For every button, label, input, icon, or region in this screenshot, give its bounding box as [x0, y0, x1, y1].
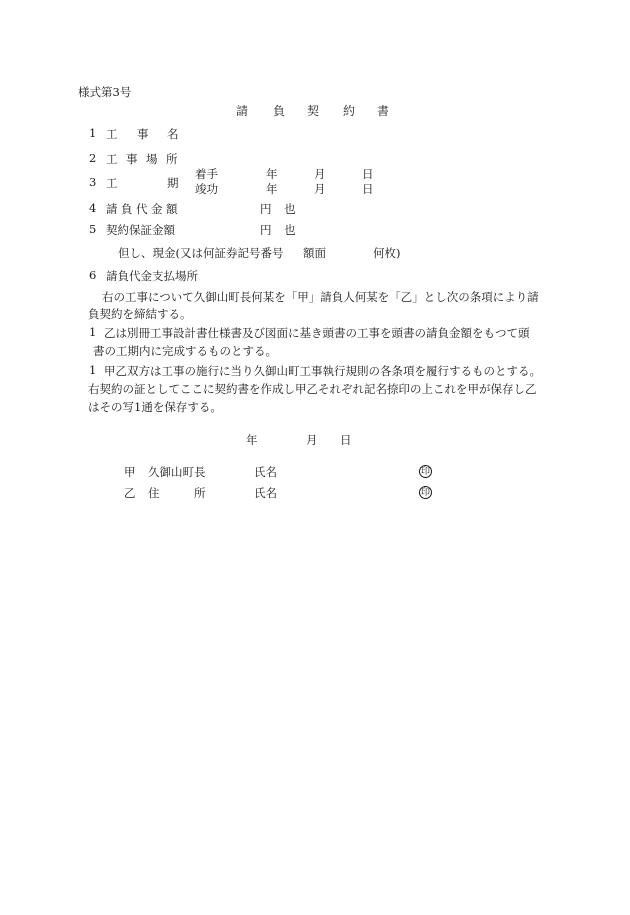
- item-label-char: 所: [166, 152, 178, 166]
- proviso-face-value: 額面: [303, 246, 326, 260]
- seal-icon: 印: [420, 488, 430, 498]
- start-year: 年: [266, 167, 278, 181]
- item-label-char: 事: [137, 127, 149, 141]
- party-title: 久御山町長: [148, 465, 206, 479]
- item-label-char: 請: [106, 202, 118, 216]
- clause-number: 1: [89, 325, 97, 339]
- start-label: 着手: [195, 167, 218, 181]
- clause-line: 書の工期内に完成するものとする。: [93, 344, 277, 358]
- yen-unit: 円: [260, 202, 272, 216]
- party-role: 甲: [124, 465, 136, 479]
- item-label-char: 名: [167, 127, 179, 141]
- title-char: 負: [273, 104, 286, 118]
- item-label-char: 負: [121, 202, 133, 216]
- clause-line: 甲乙双方は工事の施行に当り久御山町工事執行規則の各条項を履行するものとする。: [104, 364, 541, 378]
- title-char: 書: [377, 104, 390, 118]
- item-label-char: 額: [166, 202, 178, 216]
- clause-number: 1: [89, 363, 97, 377]
- title-char: 請: [236, 104, 249, 118]
- body-paragraph-line: 右の工事について久御山町長何某を「甲」請負人何某を「乙」とし次の条項により請: [102, 290, 539, 304]
- proviso-count: 何枚): [373, 246, 401, 260]
- item-number: 2: [89, 151, 97, 165]
- yen-unit: 円: [260, 223, 272, 237]
- title-char: 約: [343, 104, 356, 118]
- item-label-char: 工: [106, 152, 118, 166]
- name-label: 氏名: [254, 465, 277, 479]
- date-month: 月: [306, 433, 318, 447]
- item-label-char: 期: [167, 176, 179, 190]
- item-label-char: 代: [136, 202, 148, 216]
- item-number: 5: [89, 222, 97, 236]
- closing-line: はその写1通を保存する。: [88, 400, 222, 414]
- nari-suffix: 也: [284, 202, 296, 216]
- start-day: 日: [362, 167, 374, 181]
- proviso-text: 但し、現金(又は何証券記号番号: [118, 246, 284, 260]
- closing-line: 右契約の証としてここに契約書を作成し甲乙それぞれ記名捺印の上これを甲が保存し乙: [88, 382, 537, 396]
- item-label-char: 金: [151, 202, 163, 216]
- form-number: 様式第3号: [78, 85, 132, 99]
- seal-icon: 印: [420, 467, 430, 477]
- party-role: 乙: [124, 486, 136, 500]
- clause-line: 乙は別冊工事設計書仕様書及び図面に基き頭書の工事を頭書の請負金額をもつて頭: [104, 326, 530, 340]
- item-label: 契約保証金額: [106, 223, 175, 237]
- item-number: 1: [89, 126, 97, 140]
- date-day: 日: [340, 433, 352, 447]
- date-year: 年: [246, 433, 258, 447]
- item-label-char: 場: [146, 152, 158, 166]
- name-label: 氏名: [254, 486, 277, 500]
- finish-month: 月: [314, 182, 326, 196]
- item-label-char: 工: [106, 176, 118, 190]
- finish-label: 竣功: [195, 182, 218, 196]
- title-char: 契: [307, 104, 320, 118]
- item-label: 請負代金支払場所: [106, 269, 198, 283]
- address-label-char: 住: [148, 486, 160, 500]
- item-number: 4: [89, 201, 97, 215]
- item-number: 6: [89, 268, 97, 282]
- item-label-char: 工: [106, 127, 118, 141]
- body-paragraph-line: 負契約を締結する。: [88, 307, 192, 321]
- finish-year: 年: [266, 182, 278, 196]
- nari-suffix: 也: [284, 223, 296, 237]
- item-number: 3: [89, 175, 97, 189]
- finish-day: 日: [362, 182, 374, 196]
- item-label-char: 事: [126, 152, 138, 166]
- start-month: 月: [314, 167, 326, 181]
- address-label-char: 所: [194, 486, 206, 500]
